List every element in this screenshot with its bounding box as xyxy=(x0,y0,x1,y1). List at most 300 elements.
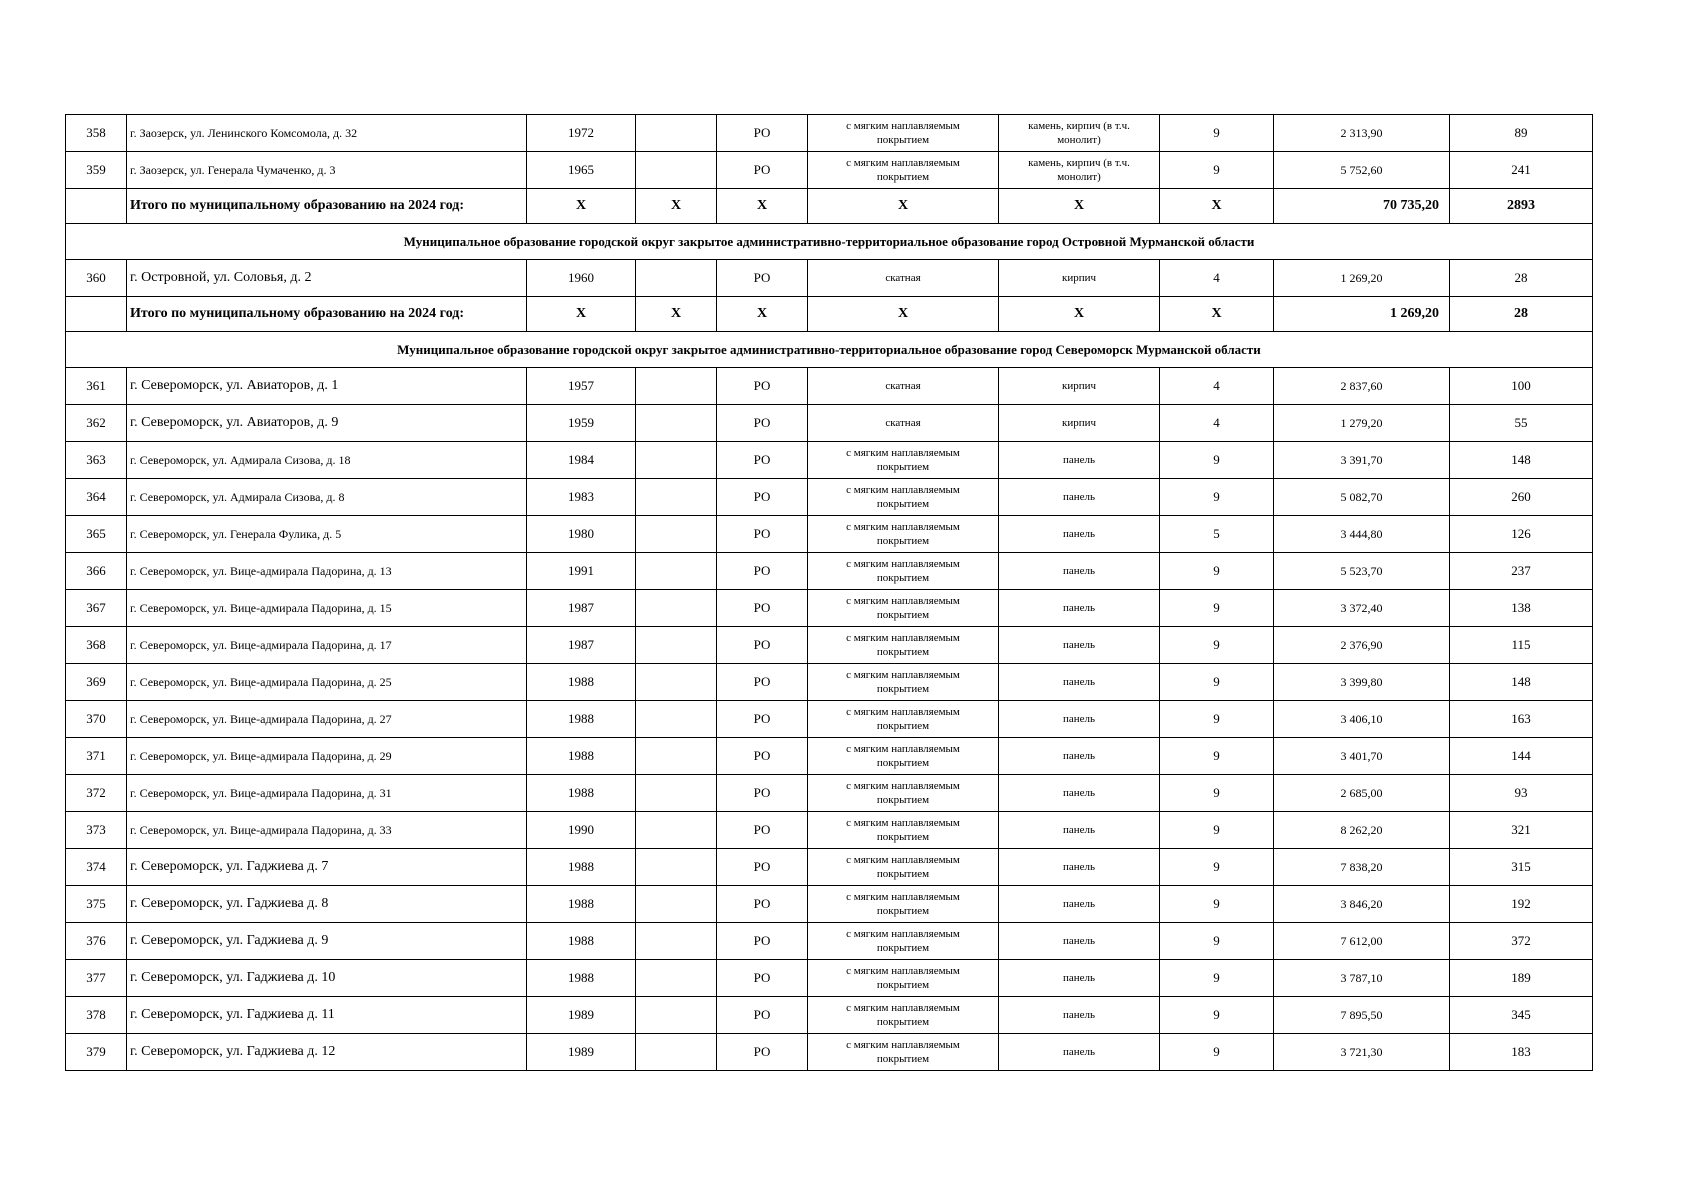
row-number: 378 xyxy=(66,997,127,1034)
table-row xyxy=(66,812,1593,849)
method-cell: РО xyxy=(717,997,808,1034)
table-row xyxy=(66,664,1593,701)
method-cell: РО xyxy=(717,812,808,849)
wall-material-cell-line: кирпич xyxy=(1061,417,1097,429)
area-cell: 5 523,70 xyxy=(1274,553,1450,590)
roof-type-cell-line: покрытием xyxy=(876,683,930,695)
floors-cell: 9 xyxy=(1160,775,1274,812)
address-cell: г. Североморск, ул. Авиаторов, д. 1 xyxy=(127,368,527,405)
blank-cell xyxy=(636,553,717,590)
year-cell: 1957 xyxy=(527,368,636,405)
area-cell: 8 262,20 xyxy=(1274,812,1450,849)
row-number: 379 xyxy=(66,1034,127,1071)
roof-type-cell xyxy=(808,886,999,923)
floors-cell: 9 xyxy=(1160,960,1274,997)
roof-type-cell-line: покрытием xyxy=(876,1053,930,1065)
area-cell: 2 837,60 xyxy=(1274,368,1450,405)
wall-material-cell xyxy=(999,812,1160,849)
total-residents: 2893 xyxy=(1450,189,1593,224)
residents-cell: 148 xyxy=(1450,664,1593,701)
roof-type-cell-line: покрытием xyxy=(876,609,930,621)
method-cell: РО xyxy=(717,1034,808,1071)
row-number: 362 xyxy=(66,405,127,442)
blank-cell xyxy=(636,849,717,886)
housing-registry-table xyxy=(65,114,1593,1071)
row-number: 371 xyxy=(66,738,127,775)
roof-type-cell-line: скатная xyxy=(885,272,921,284)
roof-type-cell xyxy=(808,812,999,849)
wall-material-cell xyxy=(999,775,1160,812)
wall-material-cell-line: панель xyxy=(1062,1009,1096,1021)
roof-type-cell-line: покрытием xyxy=(876,646,930,658)
roof-type-cell-line: покрытием xyxy=(876,498,930,510)
residents-cell: 372 xyxy=(1450,923,1593,960)
floors-cell: 9 xyxy=(1160,479,1274,516)
roof-type-cell xyxy=(808,960,999,997)
blank-cell xyxy=(636,738,717,775)
blank-cell xyxy=(636,368,717,405)
row-number: 359 xyxy=(66,152,127,189)
table-row xyxy=(66,701,1593,738)
residents-cell: 144 xyxy=(1450,738,1593,775)
residents-cell: 138 xyxy=(1450,590,1593,627)
roof-type-cell-line: с мягким наплавляемым xyxy=(846,447,960,459)
wall-material-cell xyxy=(999,1034,1160,1071)
blank-cell xyxy=(636,516,717,553)
wall-material-cell xyxy=(999,738,1160,775)
roof-type-cell-line: покрытием xyxy=(876,794,930,806)
residents-cell: 189 xyxy=(1450,960,1593,997)
roof-type-cell-line: покрытием xyxy=(876,868,930,880)
address-cell: г. Заозерск, ул. Генерала Чумаченко, д. 3 xyxy=(127,152,527,189)
floors-cell: 9 xyxy=(1160,152,1274,189)
row-number: 363 xyxy=(66,442,127,479)
year-cell: 1988 xyxy=(527,738,636,775)
address-cell: г. Североморск, ул. Адмирала Сизова, д. 18 xyxy=(127,442,527,479)
row-number: 372 xyxy=(66,775,127,812)
residents-cell: 163 xyxy=(1450,701,1593,738)
blank-cell xyxy=(636,590,717,627)
table-row xyxy=(66,553,1593,590)
floors-cell: 9 xyxy=(1160,886,1274,923)
wall-material-cell xyxy=(999,442,1160,479)
table-row xyxy=(66,997,1593,1034)
area-cell: 3 401,70 xyxy=(1274,738,1450,775)
wall-material-cell-line: панель xyxy=(1062,528,1096,540)
roof-type-cell-line: с мягким наплавляемым xyxy=(846,521,960,533)
row-number: 365 xyxy=(66,516,127,553)
roof-type-cell xyxy=(808,405,999,442)
roof-type-cell-line: с мягким наплавляемым xyxy=(846,706,960,718)
wall-material-cell-line: панель xyxy=(1062,639,1096,651)
area-cell: 3 399,80 xyxy=(1274,664,1450,701)
wall-material-cell xyxy=(999,260,1160,297)
residents-cell: 148 xyxy=(1450,442,1593,479)
blank-cell xyxy=(636,701,717,738)
floors-cell: 9 xyxy=(1160,442,1274,479)
roof-type-cell-line: с мягким наплавляемым xyxy=(846,965,960,977)
year-cell: 1988 xyxy=(527,664,636,701)
roof-type-cell-line: покрытием xyxy=(876,1016,930,1028)
area-cell: 5 752,60 xyxy=(1274,152,1450,189)
wall-material-cell xyxy=(999,405,1160,442)
blank-cell xyxy=(636,627,717,664)
roof-type-cell xyxy=(808,590,999,627)
residents-cell: 28 xyxy=(1450,260,1593,297)
year-cell: 1959 xyxy=(527,405,636,442)
address-cell: г. Североморск, ул. Вице-адмирала Падорина, д. 25 xyxy=(127,664,527,701)
address-cell: г. Североморск, ул. Гаджиева д. 10 xyxy=(127,960,527,997)
total-x-mark: X xyxy=(636,189,717,224)
wall-material-cell xyxy=(999,152,1160,189)
row-number: 360 xyxy=(66,260,127,297)
method-cell: РО xyxy=(717,405,808,442)
area-cell: 3 444,80 xyxy=(1274,516,1450,553)
address-cell: г. Североморск, ул. Гаджиева д. 8 xyxy=(127,886,527,923)
roof-type-cell-line: с мягким наплавляемым xyxy=(846,632,960,644)
wall-material-cell-line: панель xyxy=(1062,454,1096,466)
wall-material-cell xyxy=(999,960,1160,997)
total-row xyxy=(66,189,1593,224)
roof-type-cell-line: с мягким наплавляемым xyxy=(846,928,960,940)
method-cell: РО xyxy=(717,590,808,627)
blank-cell xyxy=(636,260,717,297)
method-cell: РО xyxy=(717,260,808,297)
row-number: 358 xyxy=(66,115,127,152)
blank-cell xyxy=(636,664,717,701)
area-cell: 7 838,20 xyxy=(1274,849,1450,886)
year-cell: 1991 xyxy=(527,553,636,590)
address-cell: г. Североморск, ул. Гаджиева д. 11 xyxy=(127,997,527,1034)
area-cell: 7 895,50 xyxy=(1274,997,1450,1034)
roof-type-cell xyxy=(808,553,999,590)
area-cell: 3 787,10 xyxy=(1274,960,1450,997)
roof-type-cell-line: покрытием xyxy=(876,905,930,917)
roof-type-cell xyxy=(808,738,999,775)
address-cell: г. Островной, ул. Соловья, д. 2 xyxy=(127,260,527,297)
method-cell: РО xyxy=(717,115,808,152)
total-x-mark: X xyxy=(527,297,636,332)
floors-cell: 5 xyxy=(1160,516,1274,553)
method-cell: РО xyxy=(717,886,808,923)
total-blank xyxy=(66,189,127,224)
method-cell: РО xyxy=(717,960,808,997)
row-number: 361 xyxy=(66,368,127,405)
municipality-heading: Муниципальное образование городской округ закрытое административно-территориальное образование город Островной Мурманской области xyxy=(66,224,1593,260)
roof-type-cell-line: скатная xyxy=(885,380,921,392)
roof-type-cell-line: покрытием xyxy=(876,942,930,954)
roof-type-cell-line: покрытием xyxy=(876,134,930,146)
floors-cell: 4 xyxy=(1160,405,1274,442)
method-cell: РО xyxy=(717,368,808,405)
address-cell: г. Североморск, ул. Вице-адмирала Падорина, д. 27 xyxy=(127,701,527,738)
roof-type-cell-line: с мягким наплавляемым xyxy=(846,891,960,903)
address-cell: г. Заозерск, ул. Ленинского Комсомола, д. 32 xyxy=(127,115,527,152)
wall-material-cell-line: панель xyxy=(1062,787,1096,799)
residents-cell: 55 xyxy=(1450,405,1593,442)
residents-cell: 321 xyxy=(1450,812,1593,849)
method-cell: РО xyxy=(717,738,808,775)
year-cell: 1960 xyxy=(527,260,636,297)
table-row xyxy=(66,260,1593,297)
method-cell: РО xyxy=(717,627,808,664)
floors-cell: 9 xyxy=(1160,701,1274,738)
total-x-mark: X xyxy=(717,297,808,332)
method-cell: РО xyxy=(717,849,808,886)
floors-cell: 9 xyxy=(1160,738,1274,775)
floors-cell: 9 xyxy=(1160,1034,1274,1071)
roof-type-cell xyxy=(808,664,999,701)
method-cell: РО xyxy=(717,923,808,960)
residents-cell: 315 xyxy=(1450,849,1593,886)
roof-type-cell-line: с мягким наплавляемым xyxy=(846,595,960,607)
table-row xyxy=(66,738,1593,775)
total-label: Итого по муниципальному образованию на 2024 год: xyxy=(127,297,527,332)
year-cell: 1987 xyxy=(527,590,636,627)
roof-type-cell-line: с мягким наплавляемым xyxy=(846,157,960,169)
roof-type-cell xyxy=(808,115,999,152)
roof-type-cell-line: покрытием xyxy=(876,572,930,584)
roof-type-cell-line: с мягким наплавляемым xyxy=(846,558,960,570)
wall-material-cell xyxy=(999,479,1160,516)
residents-cell: 183 xyxy=(1450,1034,1593,1071)
year-cell: 1984 xyxy=(527,442,636,479)
wall-material-cell-line: панель xyxy=(1062,898,1096,910)
wall-material-cell xyxy=(999,886,1160,923)
year-cell: 1989 xyxy=(527,997,636,1034)
section-heading-row xyxy=(66,224,1593,260)
roof-type-cell xyxy=(808,627,999,664)
wall-material-cell xyxy=(999,516,1160,553)
blank-cell xyxy=(636,812,717,849)
total-x-mark: X xyxy=(1160,297,1274,332)
year-cell: 1988 xyxy=(527,923,636,960)
floors-cell: 9 xyxy=(1160,590,1274,627)
floors-cell: 9 xyxy=(1160,664,1274,701)
table-row xyxy=(66,627,1593,664)
blank-cell xyxy=(636,442,717,479)
roof-type-cell-line: с мягким наплавляемым xyxy=(846,1039,960,1051)
wall-material-cell-line: панель xyxy=(1062,750,1096,762)
wall-material-cell-line: панель xyxy=(1062,972,1096,984)
address-cell: г. Североморск, ул. Адмирала Сизова, д. 8 xyxy=(127,479,527,516)
total-residents: 28 xyxy=(1450,297,1593,332)
table-row xyxy=(66,368,1593,405)
blank-cell xyxy=(636,775,717,812)
method-cell: РО xyxy=(717,479,808,516)
wall-material-cell xyxy=(999,627,1160,664)
year-cell: 1988 xyxy=(527,775,636,812)
blank-cell xyxy=(636,1034,717,1071)
wall-material-cell xyxy=(999,701,1160,738)
method-cell: РО xyxy=(717,701,808,738)
section-heading-row xyxy=(66,332,1593,368)
blank-cell xyxy=(636,960,717,997)
address-cell: г. Североморск, ул. Вице-адмирала Падорина, д. 13 xyxy=(127,553,527,590)
total-x-mark: X xyxy=(527,189,636,224)
area-cell: 2 376,90 xyxy=(1274,627,1450,664)
total-x-mark: X xyxy=(636,297,717,332)
wall-material-cell xyxy=(999,115,1160,152)
wall-material-cell xyxy=(999,849,1160,886)
residents-cell: 89 xyxy=(1450,115,1593,152)
roof-type-cell-line: покрытием xyxy=(876,831,930,843)
method-cell: РО xyxy=(717,516,808,553)
wall-material-cell-line: панель xyxy=(1062,565,1096,577)
wall-material-cell-line: панель xyxy=(1062,676,1096,688)
roof-type-cell xyxy=(808,701,999,738)
table-row xyxy=(66,923,1593,960)
address-cell: г. Североморск, ул. Гаджиева д. 9 xyxy=(127,923,527,960)
year-cell: 1987 xyxy=(527,627,636,664)
table-row xyxy=(66,152,1593,189)
table-row xyxy=(66,115,1593,152)
year-cell: 1988 xyxy=(527,849,636,886)
total-x-mark: X xyxy=(808,189,999,224)
wall-material-cell xyxy=(999,590,1160,627)
blank-cell xyxy=(636,115,717,152)
wall-material-cell xyxy=(999,923,1160,960)
method-cell: РО xyxy=(717,775,808,812)
blank-cell xyxy=(636,479,717,516)
roof-type-cell-line: покрытием xyxy=(876,979,930,991)
roof-type-cell xyxy=(808,260,999,297)
roof-type-cell xyxy=(808,849,999,886)
year-cell: 1989 xyxy=(527,1034,636,1071)
floors-cell: 4 xyxy=(1160,368,1274,405)
table-row xyxy=(66,886,1593,923)
municipality-heading: Муниципальное образование городской округ закрытое административно-территориальное образование город Североморск Мурманской области xyxy=(66,332,1593,368)
row-number: 374 xyxy=(66,849,127,886)
floors-cell: 9 xyxy=(1160,115,1274,152)
roof-type-cell-line: с мягким наплавляемым xyxy=(846,120,960,132)
method-cell: РО xyxy=(717,152,808,189)
area-cell: 3 406,10 xyxy=(1274,701,1450,738)
residents-cell: 115 xyxy=(1450,627,1593,664)
address-cell: г. Североморск, ул. Вице-адмирала Падорина, д. 17 xyxy=(127,627,527,664)
blank-cell xyxy=(636,152,717,189)
area-cell: 5 082,70 xyxy=(1274,479,1450,516)
roof-type-cell-line: с мягким наплавляемым xyxy=(846,743,960,755)
method-cell: РО xyxy=(717,553,808,590)
area-cell: 2 313,90 xyxy=(1274,115,1450,152)
residents-cell: 126 xyxy=(1450,516,1593,553)
total-area: 70 735,20 xyxy=(1274,189,1450,224)
floors-cell: 9 xyxy=(1160,849,1274,886)
floors-cell: 9 xyxy=(1160,923,1274,960)
floors-cell: 9 xyxy=(1160,812,1274,849)
roof-type-cell xyxy=(808,1034,999,1071)
roof-type-cell xyxy=(808,775,999,812)
blank-cell xyxy=(636,923,717,960)
area-cell: 1 269,20 xyxy=(1274,260,1450,297)
wall-material-cell-line: панель xyxy=(1062,491,1096,503)
roof-type-cell xyxy=(808,152,999,189)
table-row xyxy=(66,1034,1593,1071)
total-label: Итого по муниципальному образованию на 2024 год: xyxy=(127,189,527,224)
roof-type-cell xyxy=(808,516,999,553)
roof-type-cell-line: с мягким наплавляемым xyxy=(846,854,960,866)
wall-material-cell-line: монолит) xyxy=(1057,171,1101,183)
wall-material-cell-line: панель xyxy=(1062,861,1096,873)
row-number: 373 xyxy=(66,812,127,849)
method-cell: РО xyxy=(717,664,808,701)
table-row xyxy=(66,590,1593,627)
roof-type-cell-line: с мягким наплавляемым xyxy=(846,817,960,829)
total-x-mark: X xyxy=(999,297,1160,332)
total-x-mark: X xyxy=(1160,189,1274,224)
roof-type-cell-line: покрытием xyxy=(876,720,930,732)
area-cell: 2 685,00 xyxy=(1274,775,1450,812)
area-cell: 3 372,40 xyxy=(1274,590,1450,627)
year-cell: 1988 xyxy=(527,960,636,997)
year-cell: 1988 xyxy=(527,701,636,738)
wall-material-cell xyxy=(999,553,1160,590)
blank-cell xyxy=(636,886,717,923)
residents-cell: 192 xyxy=(1450,886,1593,923)
roof-type-cell xyxy=(808,368,999,405)
wall-material-cell xyxy=(999,997,1160,1034)
roof-type-cell-line: с мягким наплавляемым xyxy=(846,1002,960,1014)
row-number: 377 xyxy=(66,960,127,997)
roof-type-cell-line: с мягким наплавляемым xyxy=(846,484,960,496)
total-x-mark: X xyxy=(717,189,808,224)
residents-cell: 100 xyxy=(1450,368,1593,405)
row-number: 369 xyxy=(66,664,127,701)
address-cell: г. Североморск, ул. Гаджиева д. 7 xyxy=(127,849,527,886)
row-number: 370 xyxy=(66,701,127,738)
total-row xyxy=(66,297,1593,332)
blank-cell xyxy=(636,997,717,1034)
address-cell: г. Североморск, ул. Гаджиева д. 12 xyxy=(127,1034,527,1071)
roof-type-cell xyxy=(808,997,999,1034)
floors-cell: 9 xyxy=(1160,627,1274,664)
wall-material-cell xyxy=(999,664,1160,701)
blank-cell xyxy=(636,405,717,442)
roof-type-cell xyxy=(808,923,999,960)
area-cell: 3 846,20 xyxy=(1274,886,1450,923)
wall-material-cell-line: кирпич xyxy=(1061,380,1097,392)
row-number: 366 xyxy=(66,553,127,590)
table-row xyxy=(66,960,1593,997)
roof-type-cell-line: покрытием xyxy=(876,757,930,769)
row-number: 367 xyxy=(66,590,127,627)
wall-material-cell-line: панель xyxy=(1062,1046,1096,1058)
area-cell: 1 279,20 xyxy=(1274,405,1450,442)
row-number: 364 xyxy=(66,479,127,516)
address-cell: г. Североморск, ул. Генерала Фулика, д. 5 xyxy=(127,516,527,553)
row-number: 368 xyxy=(66,627,127,664)
table-row xyxy=(66,516,1593,553)
roof-type-cell xyxy=(808,442,999,479)
residents-cell: 93 xyxy=(1450,775,1593,812)
table-row xyxy=(66,849,1593,886)
address-cell: г. Североморск, ул. Вице-адмирала Падорина, д. 33 xyxy=(127,812,527,849)
roof-type-cell-line: скатная xyxy=(885,417,921,429)
wall-material-cell-line: камень, кирпич (в т.ч. xyxy=(1028,157,1130,169)
table-row xyxy=(66,405,1593,442)
floors-cell: 9 xyxy=(1160,553,1274,590)
wall-material-cell-line: панель xyxy=(1062,824,1096,836)
roof-type-cell-line: покрытием xyxy=(876,461,930,473)
residents-cell: 241 xyxy=(1450,152,1593,189)
wall-material-cell-line: панель xyxy=(1062,935,1096,947)
roof-type-cell xyxy=(808,479,999,516)
year-cell: 1990 xyxy=(527,812,636,849)
address-cell: г. Североморск, ул. Вице-адмирала Падорина, д. 15 xyxy=(127,590,527,627)
roof-type-cell-line: покрытием xyxy=(876,171,930,183)
total-x-mark: X xyxy=(808,297,999,332)
